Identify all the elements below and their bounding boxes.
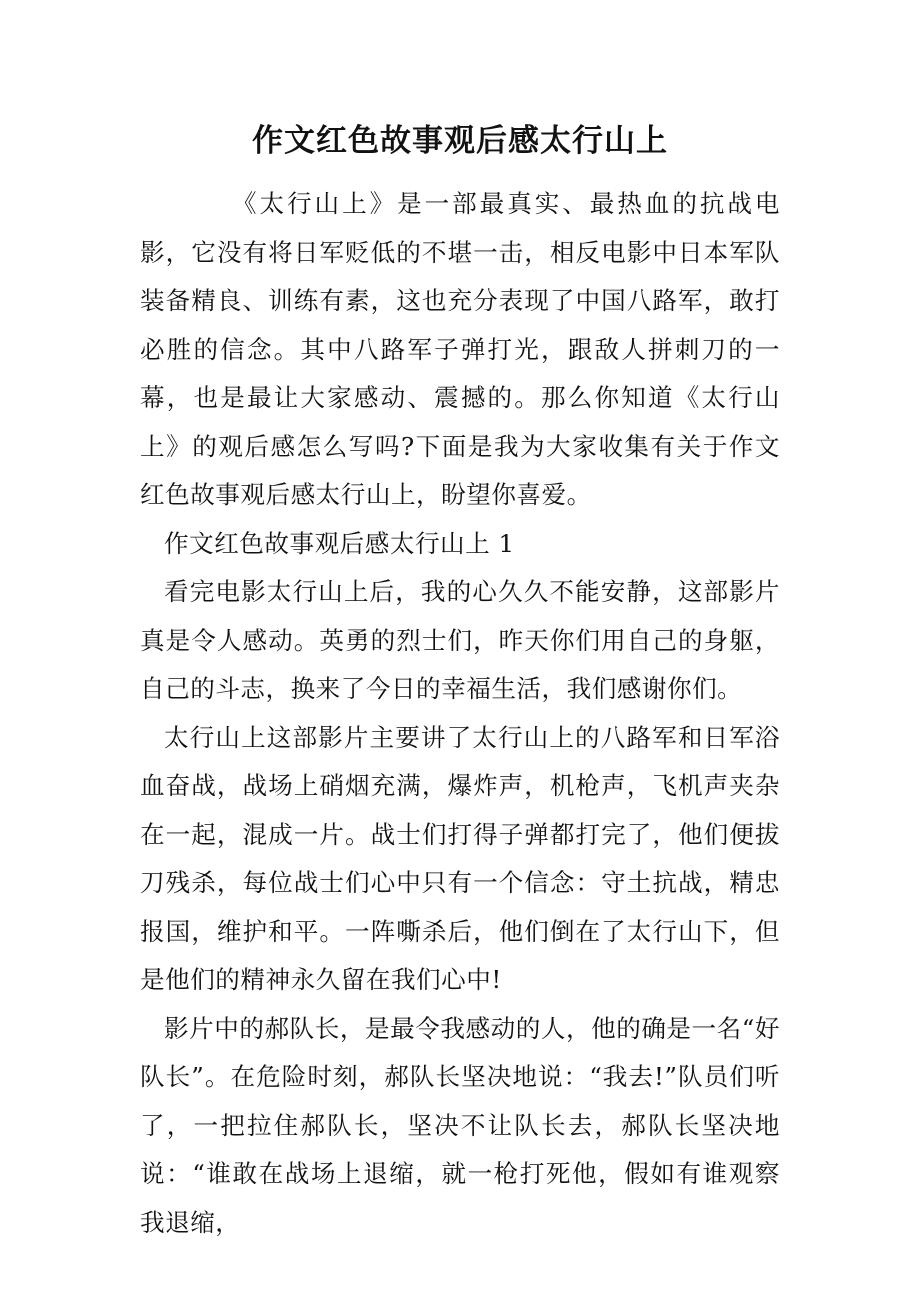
- body-paragraph: 影片中的郝队长，是最令我感动的人，他的确是一名“好队长”。在危险时刻，郝队长坚决地说：“我去!”队员们听了，一把拉住郝队长，坚决不让队长去，郝队长坚决地说：“谁敢在战场上退缩，就一枪打死他，假如有谁观察我退缩，: [140, 1013, 780, 1237]
- document-body: [140, 180, 780, 1247]
- section-heading: 作文红色故事观后感太行山上 1: [164, 528, 515, 558]
- intro-paragraph: 《太行山上》是一部最真实、最热血的抗战电影，它没有将日军贬低的不堪一击，相反电影中日本军队装备精良、训练有素，这也充分表现了中国八路军，敢打必胜的信念。其中八路军子弹打光，跟敌人拼刺刀的一幕，也是最让大家感动、震撼的。那么你知道《太行山上》的观后感怎么写吗?下面是我为大家收集有关于作文红色故事观后感太行山上，盼望你喜爱。: [140, 189, 780, 509]
- body-paragraph: 太行山上这部影片主要讲了太行山上的八路军和日军浴血奋战，战场上硝烟充满，爆炸声，机枪声，飞机声夹杂在一起，混成一片。战士们打得子弹都打完了，他们便拔刀残杀，每位战士们心中只有一个信念：守土抗战，精忠报国，维护和平。一阵嘶杀后，他们倒在了太行山下，但是他们的精神永久留在我们心中!: [140, 722, 780, 994]
- body-paragraph: 看完电影太行山上后，我的心久久不能安静，这部影片真是令人感动。英勇的烈士们，昨天你们用自己的身躯，自己的斗志，换来了今日的幸福生活，我们感谢你们。: [140, 577, 780, 703]
- document-title: 作文红色故事观后感太行山上: [252, 123, 668, 159]
